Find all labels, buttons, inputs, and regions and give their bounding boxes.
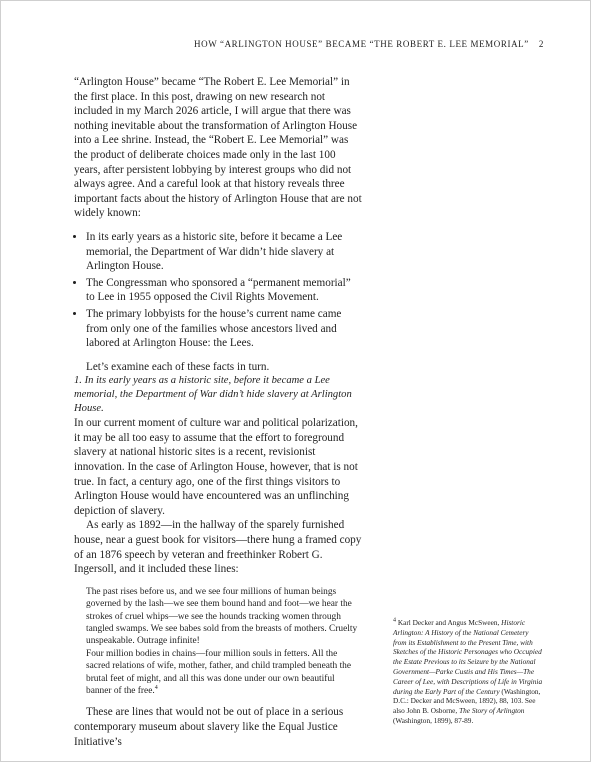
block-quote	[86, 586, 362, 698]
quote-paragraph-2-text: Four million bodies in chains—four million souls in fetters. All the sacred relations of wife, mother, father, and child trampled beneath the brutal feet of might, and all this was done under our own beautiful banner of the free.	[86, 648, 352, 697]
sidenote-text-c: (Washington, 1899), 87-89.	[393, 715, 474, 725]
sidenote-text-b: (Washington, D.C.: Decker and McSween, 1892), 88, 103. See also John B. Osborne,	[393, 686, 541, 716]
running-head	[194, 39, 544, 49]
sidenote-title-a: Historic Arlington: A History of the National Cemetery from its Establishment to the Present Time, with Sketches of the Historic Personages who Occupied the Estate Previous to its Seizure by the National Government—Parke Custis and His Times—The Career of Lee, with Descriptions of Life in Virginia during the Early Part of the Century	[393, 618, 543, 696]
body-paragraph-2: As early as 1892—in the hallway of the sparely furnished house, near a guest book for visitors—there hung a framed copy of an 1876 speech by veteran and freethinker Robert G. Ingersoll, and it included these lines:	[74, 519, 362, 576]
fact-item: • In its early years as a historic site, before it became a Lee memorial, the Department of War didn’t hide slavery at Arlington House.	[86, 230, 362, 274]
sidenote-text-a: Karl Decker and Angus McSween,	[397, 618, 502, 627]
sidenote-title-b: The Story of Arlington	[459, 706, 525, 716]
quote-paragraph-1: The past rises before us, and we see four millions of human beings governed by the lash—we see them bound hand and foot—we hear the strokes of cruel whips—we see the hounds tracking women through tangled swamps. We see babes sold from the breasts of mothers. Cruelty unspeakable. Outrage infinite!	[86, 586, 358, 647]
sidenote	[393, 618, 543, 726]
sidenote-marker: 4	[393, 617, 396, 624]
quote-paragraph-2	[86, 648, 362, 698]
running-title: HOW “ARLINGTON HOUSE” BECAME “THE ROBERT E. LEE MEMORIAL”	[194, 39, 529, 49]
facts-list	[74, 230, 362, 351]
fact-item: • The Congressman who sponsored a “permanent memorial” to Lee in 1955 opposed the Civil Rights Movement.	[86, 276, 362, 305]
section-heading: 1. In its early years as a historic site, before it became a Lee memorial, the Department of War didn’t hide slavery at Arlington House.	[74, 375, 352, 415]
intro-paragraph: “Arlington House” became “The Robert E. Lee Memorial” in the first place. In this post, drawing on new research not included in my March 2026 article, I will argue that there was nothing inevitable about the transformation of Arlington House into a Lee shrine. Instead, the “Robert E. Lee Memorial” was the product of deliberate choices made only in the last 100 years, after persistent lobbying by interest groups who did not always agree. And a careful look at that history reveals three important facts about the history of Arlington House that are not widely known:	[74, 76, 362, 220]
main-text-column	[74, 75, 362, 749]
body-paragraph-1: In our current moment of culture war and political polarization, it may be all too easy to assume that the effort to foreground slavery at national historic sites is a recent, revisionist innovation. In the case of Arlington House, however, that is not true. In fact, a century ago, one of the first things visitors to Arlington House would have encountered was an unflinching depiction of slavery.	[74, 417, 358, 517]
footnote-reference[interactable]: 4	[154, 684, 158, 691]
body-paragraph-3: These are lines that would not be out of place in a serious contemporary museum about slavery like the Equal Justice Initiative’s	[74, 706, 344, 748]
page-number: 2	[538, 39, 544, 49]
transition-paragraph: Let’s examine each of these facts in turn.	[86, 360, 270, 373]
fact-item: • The primary lobbyists for the house’s current name came from only one of the families whose ancestors lived and labored at Arlington House: the Lees.	[86, 307, 362, 351]
